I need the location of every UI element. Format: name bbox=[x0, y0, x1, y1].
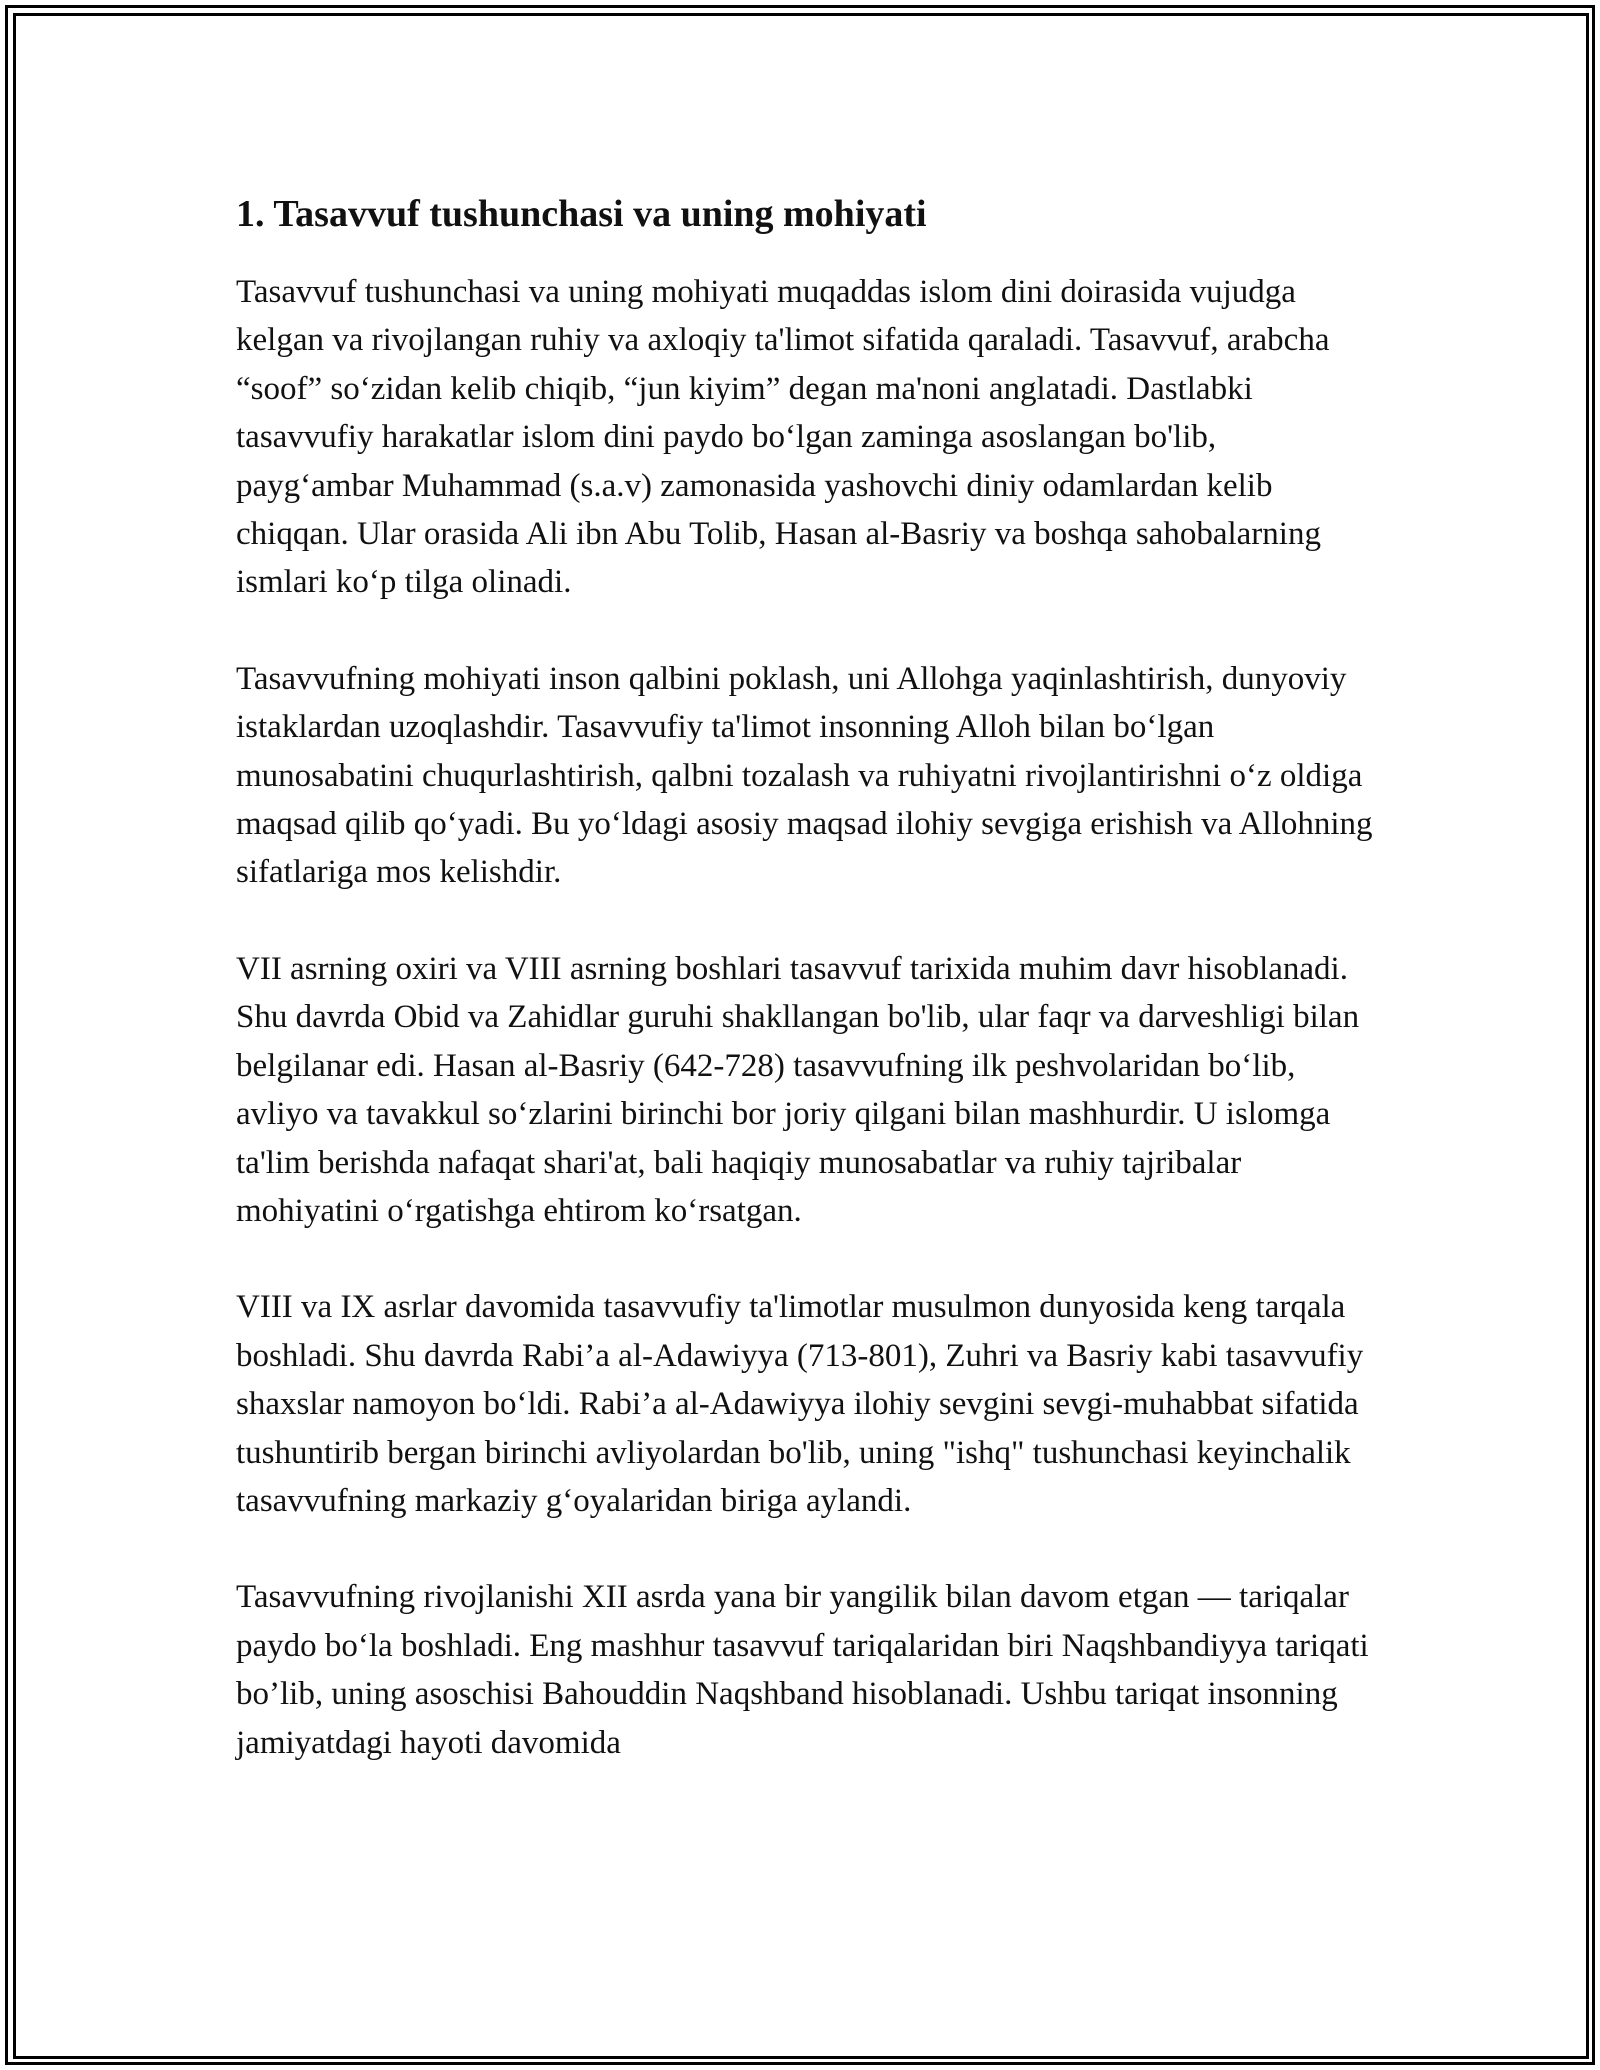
paragraph-1: Tasavvuf tushunchasi va uning mohiyati muqaddas islom dini doirasida vujudga kelgan va rivojlangan ruhiy va axloqiy ta'limot sifatida qaraladi. Tasavvuf, arabcha “soof” so‘zidan kelib chiqib, “jun kiyim” degan ma'noni anglatadi. Dastlabki tasavvufiy harakatlar islom dini paydo bo‘lgan zaminga asoslangan bo'lib, payg‘ambar Muhammad (s.a.v) zamonasida yashovchi diniy odamlardan kelib chiqqan. Ular orasida Ali ibn Abu Tolib, Hasan al-Basriy va boshqa sahobalarning ismlari ko‘p tilga olinadi. bbox=[236, 274, 1330, 601]
paragraph-2: Tasavvufning mohiyati inson qalbini poklash, uni Allohga yaqinlashtirish, dunyoviy istaklardan uzoqlashdir. Tasavvufiy ta'limot insonning Alloh bilan bo‘lgan munosabatini chuqurlashtirish, qalbni tozalash va ruhiyatni rivojlantirishni o‘z oldiga maqsad qilib qo‘yadi. Bu yo‘ldagi asosiy maqsad ilohiy sevgiga erishish va Allohning sifatlariga mos kelishdir. bbox=[236, 660, 1373, 891]
section-heading: 1. Tasavvuf tushunchasi va uning mohiyati bbox=[236, 193, 927, 235]
document-body bbox=[236, 190, 1376, 1767]
paragraph-5: Tasavvufning rivojlanishi XII asrda yana bir yangilik bilan davom etgan — tariqalar paydo bo‘la boshladi. Eng mashhur tasavvuf tariqalaridan biri Naqshbandiyya tariqati bo’lib, uning asoschisi Bahouddin Naqshband hisoblanadi. Ushbu tariqat insonning jamiyatdagi hayoti davomida bbox=[236, 1579, 1369, 1761]
paragraph-3: VII asrning oxiri va VIII asrning boshlari tasavvuf tarixida muhim davr hisoblanadi. Shu davrda Obid va Zahidlar guruhi shakllangan bo'lib, ular faqr va darveshligi bilan belgilanar edi. Hasan al-Basriy (642-728) tasavvufning ilk peshvolaridan bo‘lib, avliyo va tavakkul so‘zlarini birinchi bor joriy qilgani bilan mashhurdir. U islomga ta'lim berishda nafaqat shari'at, bali haqiqiy munosabatlar va ruhiy tajribalar mohiyatini o‘rgatishga ehtirom ko‘rsatgan. bbox=[236, 950, 1360, 1229]
paragraph-4: VIII va IX asrlar davomida tasavvufiy ta'limotlar musulmon dunyosida keng tarqala boshladi. Shu davrda Rabi’a al-Adawiyya (713-801), Zuhri va Basriy kabi tasavvufiy shaxslar namoyon bo‘ldi. Rabi’a al-Adawiyya ilohiy sevgini sevgi-muhabbat sifatida tushuntirib bergan birinchi avliyolardan bo'lib, uning "ishq" tushunchasi keyinchalik tasavvufning markaziy g‘oyalaridan biriga aylandi. bbox=[236, 1289, 1364, 1519]
